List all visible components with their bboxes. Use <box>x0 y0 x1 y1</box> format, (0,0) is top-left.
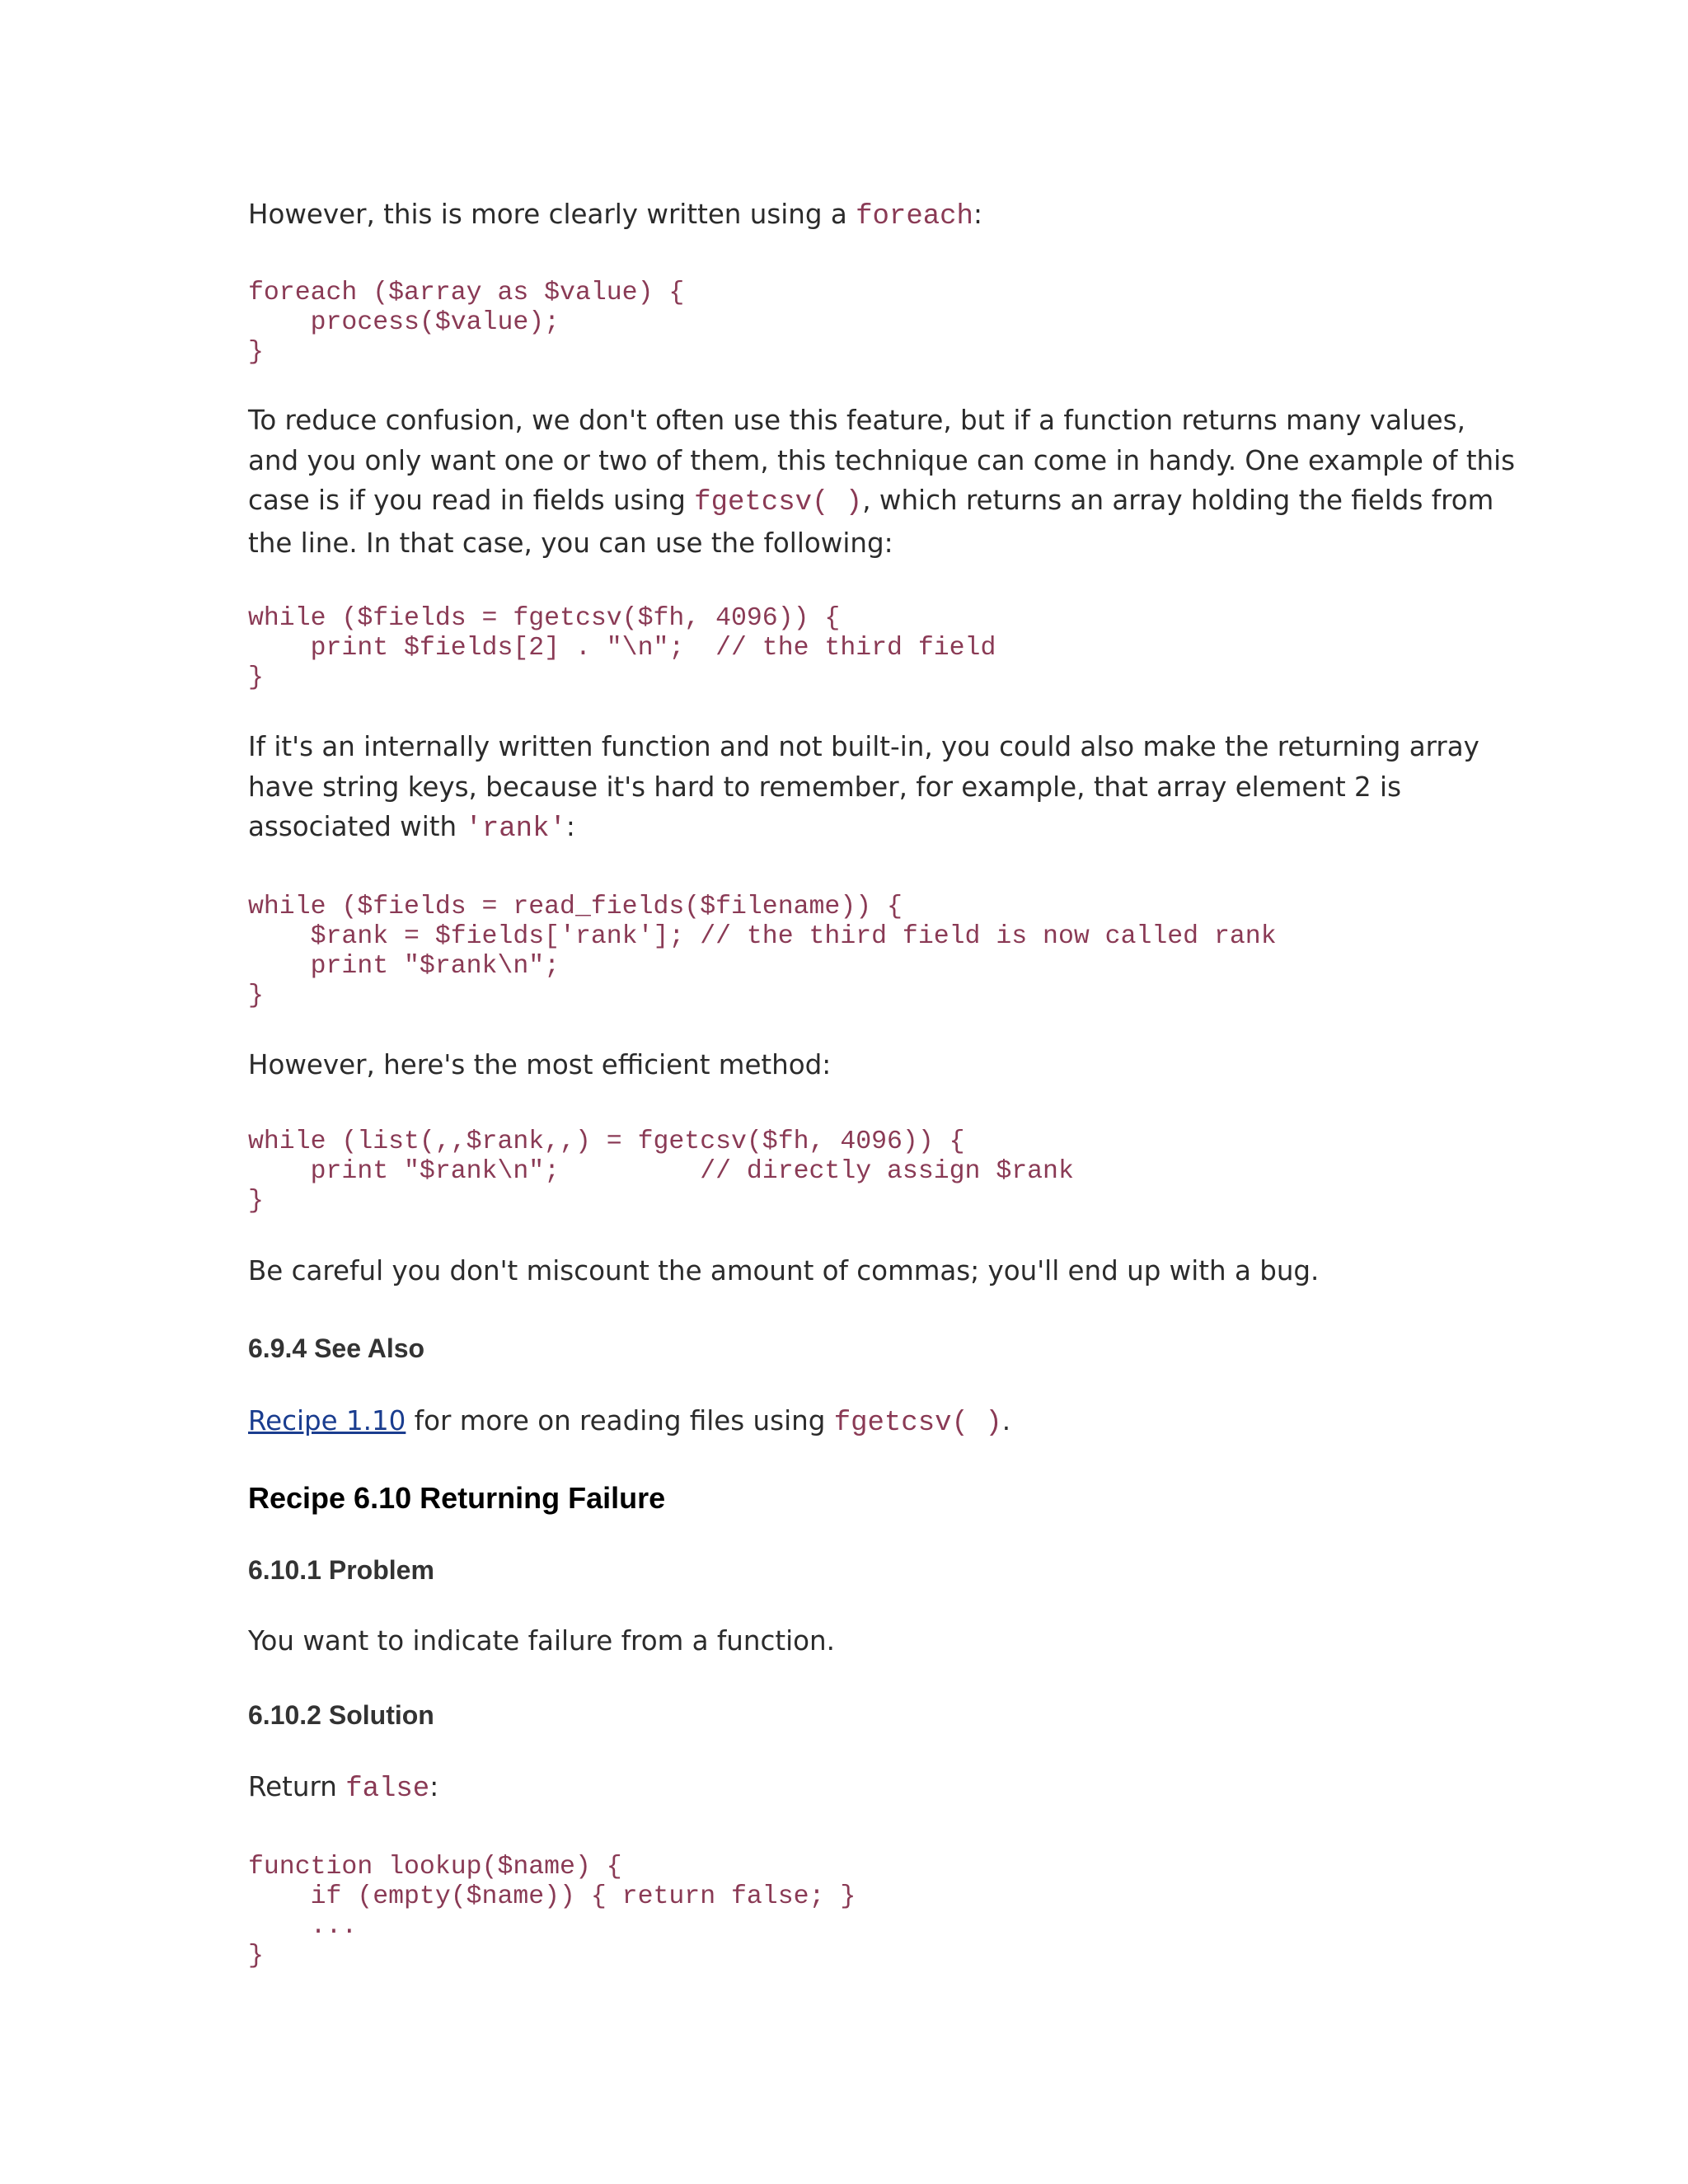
code-line: if (empty($name)) { return false; } <box>248 1882 856 1911</box>
text-line: the line. In that case, you can use the following: <box>248 527 893 559</box>
heading-solution: 6.10.2 Solution <box>248 1700 434 1730</box>
code-line: } <box>248 982 264 1010</box>
text-line: If it's an internally written function and not built-in, you could also make the returning array <box>248 731 1479 762</box>
text: : <box>429 1771 439 1802</box>
code-line: } <box>248 338 264 367</box>
inline-code-false: false <box>345 1774 430 1805</box>
code-line: } <box>248 663 264 692</box>
inline-code-foreach: foreach <box>856 201 973 232</box>
code-line: while ($fields = read_fields($filename)) { <box>248 893 903 921</box>
heading-problem: 6.10.1 Problem <box>248 1555 434 1585</box>
text: : <box>565 811 575 842</box>
text-line: and you only want one or two of them, this technique can come in handy. One example of this <box>248 444 1516 476</box>
paragraph-confusion <box>248 401 1516 563</box>
heading-see-also: 6.9.4 See Also <box>248 1333 425 1363</box>
text: for more on reading files using <box>406 1405 834 1436</box>
inline-code-fgetcsv: fgetcsv( ) <box>833 1408 1002 1439</box>
code-block-read-fields <box>248 893 1277 1011</box>
text: . <box>1001 1405 1011 1436</box>
text: Return <box>248 1771 346 1802</box>
text: associated with <box>248 811 466 842</box>
inline-code-rank: 'rank' <box>465 813 566 845</box>
code-line: print $fields[2] . "\n"; // the third field <box>248 634 996 663</box>
code-line: print "$rank\n"; <box>248 952 560 981</box>
paragraph-see-also <box>248 1401 1451 1444</box>
recipe-1-10-link[interactable]: Recipe 1.10 <box>248 1405 406 1436</box>
paragraph-solution <box>248 1767 1451 1810</box>
code-block-foreach <box>248 279 684 368</box>
text-line: To reduce confusion, we don't often use this feature, but if a function returns many values, <box>248 405 1465 436</box>
code-line: } <box>248 1187 264 1216</box>
text: case is if you read in fields using <box>248 485 695 516</box>
code-block-lookup-function <box>248 1853 856 1971</box>
code-line: $rank = $fields['rank']; // the third field is now called rank <box>248 922 1277 951</box>
code-line: while (list(,,$rank,,) = fgetcsv($fh, 4096)) { <box>248 1127 965 1156</box>
text: However, this is more clearly written using a <box>248 199 856 230</box>
code-line: print "$rank\n"; // directly assign $rank <box>248 1157 1074 1186</box>
code-line: } <box>248 1942 264 1971</box>
code-line: ... <box>248 1912 358 1941</box>
inline-code-fgetcsv: fgetcsv( ) <box>694 487 863 518</box>
paragraph-efficient-method: However, here's the most efficient method: <box>248 1049 832 1080</box>
text: , which returns an array holding the fields from <box>862 485 1494 516</box>
code-block-list-assign <box>248 1127 1074 1216</box>
paragraph-string-keys <box>248 727 1479 850</box>
paragraph-foreach-intro <box>248 194 1451 237</box>
paragraph-commas-warning: Be careful you don't miscount the amount of commas; you'll end up with a bug. <box>248 1255 1320 1286</box>
paragraph-problem: You want to indicate failure from a function. <box>248 1625 835 1657</box>
heading-recipe-6-10: Recipe 6.10 Returning Failure <box>248 1481 666 1515</box>
code-line: while ($fields = fgetcsv($fh, 4096)) { <box>248 604 841 633</box>
text-line: have string keys, because it's hard to remember, for example, that array element 2 is <box>248 771 1402 803</box>
code-block-fgetcsv-loop <box>248 604 996 693</box>
code-line: function lookup($name) { <box>248 1853 622 1882</box>
code-line: foreach ($array as $value) { <box>248 279 685 307</box>
text: : <box>973 199 982 230</box>
code-line: process($value); <box>248 308 560 337</box>
